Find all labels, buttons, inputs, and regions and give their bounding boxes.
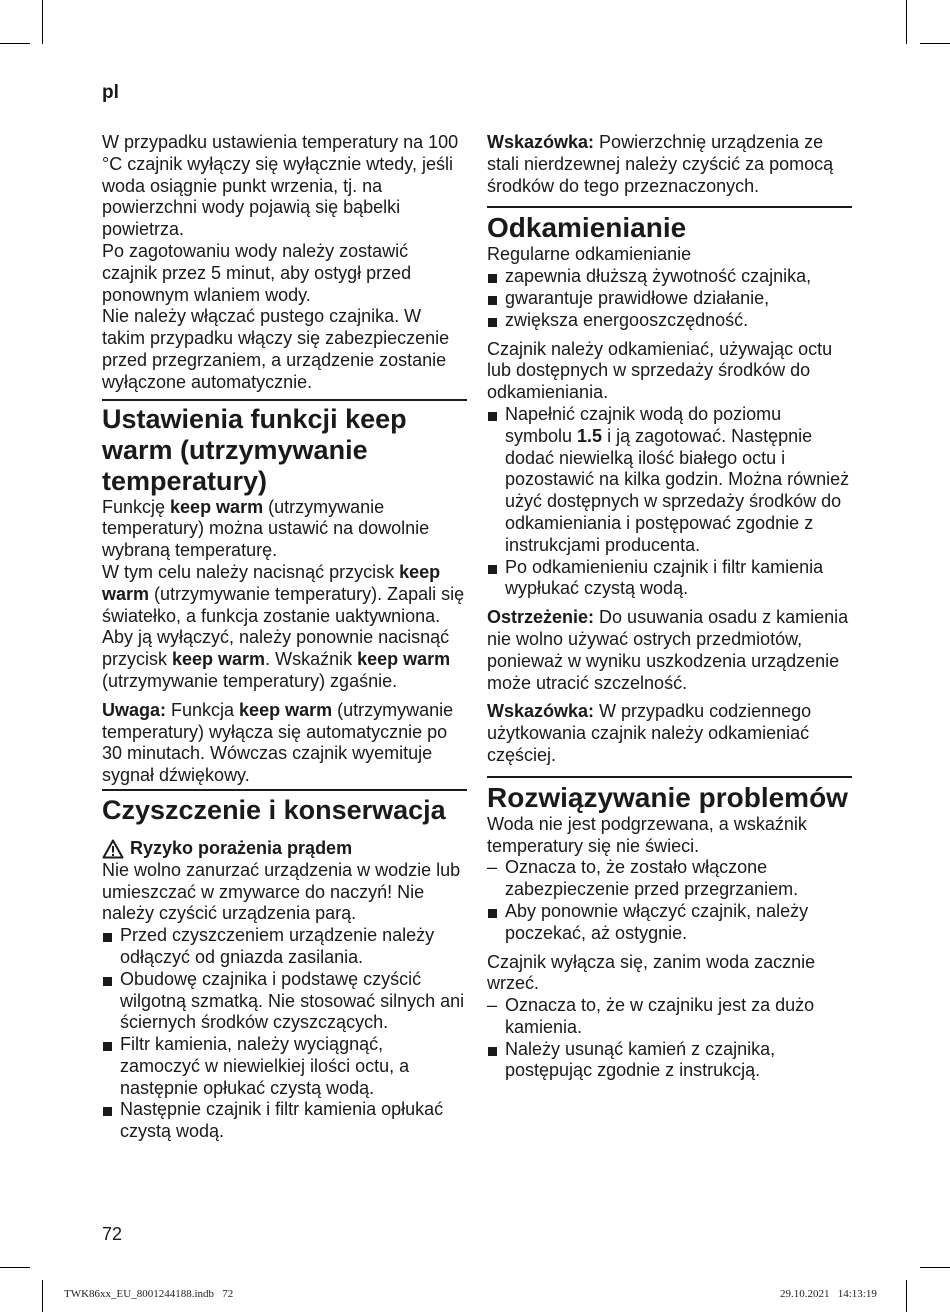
tip-paragraph: Wskazówka: W przypadku codziennego użytkowania czajnik należy odkamieniać częściej. [487, 701, 812, 765]
list-item: Po odkamienieniu czajnik i filtr kamienia wypłukać czystą wodą. [487, 557, 852, 601]
problem-text: Woda nie jest podgrzewana, a wskaźnik temperatury się nie świeci. [487, 813, 807, 856]
cause-list [487, 995, 852, 1039]
descaling-intro: Regularne odkamienianie [487, 244, 692, 265]
warning-paragraph: Ostrzeżenie: Do usuwania osadu z kamienia nie wolno używać ostrych przedmiotów, ponieważ w wyniku uszkodzenia urządzenie może utracić szczelność. [487, 607, 849, 693]
list-item: Obudowę czajnika i podstawę czyścić wilgotną szmatką. Nie stosować silnych ani ściernych środków czyszczących. [102, 969, 467, 1034]
keep-warm-paragraph: W tym celu należy nacisnąć przycisk keep warm (utrzymywanie temperatury). Zapali się światełko, a funkcja zostanie uaktywniona. [102, 561, 465, 626]
list-item: Filtr kamienia, należy wyciągnąć, zamoczyć w niewielkiej ilości octu, a następnie opłukać czystą wodą. [102, 1034, 467, 1099]
descaling-benefits-list [487, 266, 852, 331]
right-column [487, 132, 852, 1082]
fix-list [487, 1039, 852, 1083]
list-item: Następnie czajnik i filtr kamienia opłukać czystą wodą. [102, 1099, 467, 1143]
list-item: zapewnia dłuższą żywotność czajnika, [487, 266, 852, 288]
intro-paragraph: Nie należy włączać pustego czajnika. W takim przypadku włączy się zabezpieczenie przed przegrzaniem, a urządzenie zostanie wyłączone automatycznie. [102, 306, 450, 392]
problem-text: Czajnik wyłącza się, zanim woda zacznie wrzeć. [487, 951, 816, 994]
descaling-paragraph: Czajnik należy odkamieniać, używając octu lub dostępnych w sprzedaży środków do odkamieniania. [487, 338, 833, 403]
footer-file-label: TWK86xx_EU_8001244188.indb 72 [64, 1288, 234, 1300]
keep-warm-paragraph: Funkcję keep warm (utrzymywanie temperatury) można ustawić na dowolnie wybraną temperaturę. [102, 496, 430, 561]
language-label: pl [102, 82, 119, 103]
troubleshooting-heading: Rozwiązywanie problemów [487, 776, 852, 814]
list-item: Napełnić czajnik wodą do poziomu symbolu 1.5 i ją zagotować. Następnie dodać niewielką ilość białego octu i pozostawić na kilka godzin. Można również użyć dostępnych w sprzedaży środków do odkamieniania i postępować zgodnie z instrukcjami producenta. [487, 404, 852, 557]
list-item: – Oznacza to, że zostało włączone zabezpieczenie przed przegrzaniem. [487, 857, 852, 901]
warning-title: Ryzyko porażenia prądem [102, 838, 467, 860]
crop-mark [920, 43, 950, 44]
list-item: Aby ponownie włączyć czajnik, należy poczekać, aż ostygnie. [487, 901, 852, 945]
crop-mark [920, 1267, 950, 1268]
fix-list [487, 901, 852, 945]
footer-timestamp: 29.10.2021 14:13:19 [780, 1288, 877, 1300]
descaling-heading: Odkamienianie [487, 206, 852, 244]
warning-text: Nie wolno zanurzać urządzenia w wodzie lub umieszczać w zmywarce do naczyń! Nie należy czyścić urządzenia parą. [102, 859, 461, 924]
keep-warm-note: Uwaga: Funkcja keep warm (utrzymywanie temperatury) wyłącza się automatycznie po 30 minutach. Wówczas czajnik wyemituje sygnał dźwiękowy. [102, 699, 454, 786]
cause-list [487, 857, 852, 901]
crop-mark [906, 0, 907, 44]
list-item: – Oznacza to, że w czajniku jest za dużo kamienia. [487, 995, 852, 1039]
list-item: gwarantuje prawidłowe działanie, [487, 288, 852, 310]
left-column [102, 132, 467, 1143]
descaling-steps-list [487, 404, 852, 600]
crop-mark [42, 0, 43, 44]
cleaning-list [102, 925, 467, 1143]
keep-warm-heading: Ustawienia funkcji keep warm (utrzymywanie temperatury) [102, 399, 467, 497]
crop-mark [42, 1280, 43, 1312]
list-item: Należy usunąć kamień z czajnika, postępując zgodnie z instrukcją. [487, 1039, 852, 1083]
tip-paragraph: Wskazówka: Powierzchnię urządzenia ze stali nierdzewnej należy czyścić za pomocą środków do tego przeznaczonych. [487, 132, 834, 196]
list-item: zwiększa energooszczędność. [487, 310, 852, 332]
list-item: Przed czyszczeniem urządzenie należy odłączyć od gniazda zasilania. [102, 925, 467, 969]
keep-warm-paragraph: Aby ją wyłączyć, należy ponownie nacisnąć przycisk keep warm. Wskaźnik keep warm (utrzymywanie temperatury) zgaśnie. [102, 627, 451, 691]
crop-mark [906, 1280, 907, 1312]
intro-paragraph: W przypadku ustawienia temperatury na 100 °C czajnik wyłączy się wyłącznie wtedy, jeśli woda osiągnie punkt wrzenia, tj. na powierzchni wody pojawią się bąbelki powietrza. [102, 132, 459, 240]
intro-paragraph: Po zagotowaniu wody należy zostawić czajnik przez 5 minut, aby ostygł przed ponownym wlaniem wody. [102, 240, 412, 305]
crop-mark [0, 43, 30, 44]
cleaning-heading: Czyszczenie i konserwacja [102, 789, 467, 826]
crop-mark [0, 1267, 30, 1268]
page-number: 72 [102, 1224, 123, 1244]
warning-triangle-icon [102, 839, 124, 859]
